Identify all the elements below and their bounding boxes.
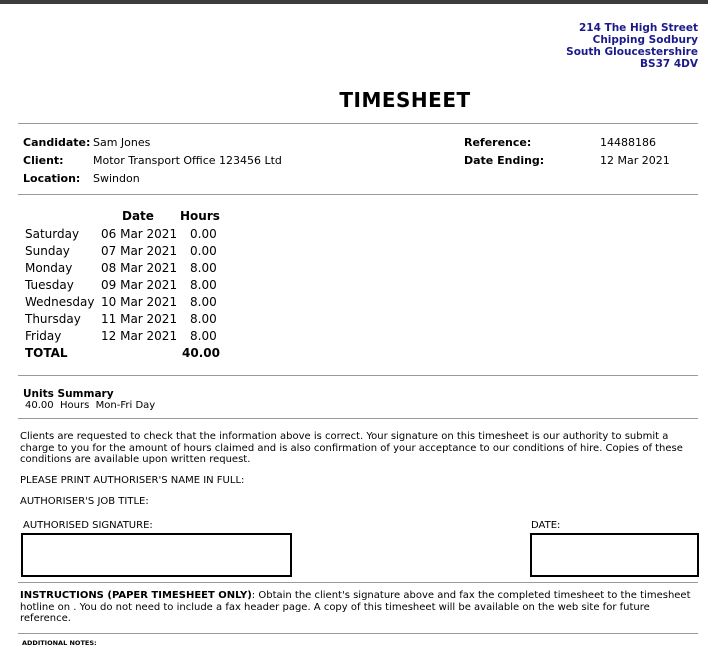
hours-cell: 8.00: [190, 261, 217, 275]
address-line: Chipping Sodbury: [592, 34, 698, 46]
date-cell: 07 Mar 2021: [101, 244, 178, 258]
date-cell: 09 Mar 2021: [101, 278, 178, 292]
instructions: [20, 590, 700, 625]
address-line: 214 The High Street: [578, 22, 698, 34]
instructions-heading: INSTRUCTIONS (PAPER TIMESHEET ONLY): [20, 590, 252, 601]
date-cell: 08 Mar 2021: [101, 261, 178, 275]
date-column-header: Date: [122, 209, 154, 223]
signature-label: AUTHORISED SIGNATURE:: [23, 520, 153, 531]
day-cell: Monday: [25, 261, 73, 275]
date-ending-label: Date Ending:: [464, 154, 545, 167]
hours-cell: 8.00: [190, 329, 217, 343]
hours-cell: 0.00: [190, 227, 217, 241]
date-cell: 12 Mar 2021: [101, 329, 178, 343]
company-address: [566, 22, 698, 70]
date-cell: 06 Mar 2021: [101, 227, 178, 241]
day-cell: Tuesday: [25, 278, 74, 292]
date-label: DATE:: [531, 520, 561, 531]
additional-notes-label: ADDITIONAL NOTES:: [22, 639, 97, 647]
instructions-text: : Obtain the client's signature above and fax the completed timesheet to the timesheet hotline on . You do not need to include a fax header page. A copy of this timesheet will be available on the web site for future reference.: [20, 590, 691, 624]
units-summary-row: [25, 400, 155, 411]
day-cell: Sunday: [25, 244, 70, 258]
reference-value: 14488186: [600, 136, 656, 149]
hours-cell: 8.00: [190, 312, 217, 326]
day-cell: Saturday: [25, 227, 80, 241]
divider: [18, 375, 698, 376]
divider: [18, 582, 698, 583]
units-summary-title: Units Summary: [23, 388, 114, 400]
divider: [18, 194, 698, 195]
date-cell: 10 Mar 2021: [101, 295, 178, 309]
divider: [18, 418, 698, 419]
location-label: Location:: [23, 172, 81, 185]
divider: [18, 123, 698, 124]
client-value: Motor Transport Office 123456 Ltd: [93, 154, 282, 167]
address-line: South Gloucestershire: [566, 46, 698, 58]
divider: [18, 633, 698, 634]
units-rate: Mon-Fri Day: [95, 400, 156, 411]
total-hours: 40.00: [182, 346, 220, 360]
reference-label: Reference:: [464, 136, 532, 149]
day-cell: Thursday: [25, 312, 81, 326]
client-label: Client:: [23, 154, 64, 167]
day-cell: Wednesday: [25, 295, 95, 309]
date-box[interactable]: [530, 533, 699, 577]
date-cell: 11 Mar 2021: [101, 312, 178, 326]
candidate-label: Candidate:: [23, 136, 91, 149]
page-title: TIMESHEET: [339, 88, 471, 112]
job-title-label: AUTHORISER'S JOB TITLE:: [20, 496, 149, 507]
conditions-text: Clients are requested to check that the information above is correct. Your signature on this timesheet is our authority to submit a charge to you for the amount of hours claimed and is also confirmation of your acceptance to our conditions of hire. Copies of these conditions are available upon written request.: [20, 431, 683, 465]
print-name-label: PLEASE PRINT AUTHORISER'S NAME IN FULL:: [20, 475, 245, 486]
top-border: [0, 0, 708, 4]
signature-box[interactable]: [21, 533, 292, 577]
total-label: TOTAL: [25, 346, 68, 360]
candidate-value: Sam Jones: [93, 136, 151, 149]
hours-cell: 8.00: [190, 295, 217, 309]
date-ending-value: 12 Mar 2021: [600, 154, 670, 167]
units-hours: 40.00: [25, 400, 54, 411]
hours-cell: 0.00: [190, 244, 217, 258]
address-line: BS37 4DV: [640, 58, 698, 70]
hours-cell: 8.00: [190, 278, 217, 292]
units-unit: Hours: [60, 400, 90, 411]
hours-column-header: Hours: [180, 209, 220, 223]
day-cell: Friday: [25, 329, 62, 343]
location-value: Swindon: [93, 172, 140, 185]
